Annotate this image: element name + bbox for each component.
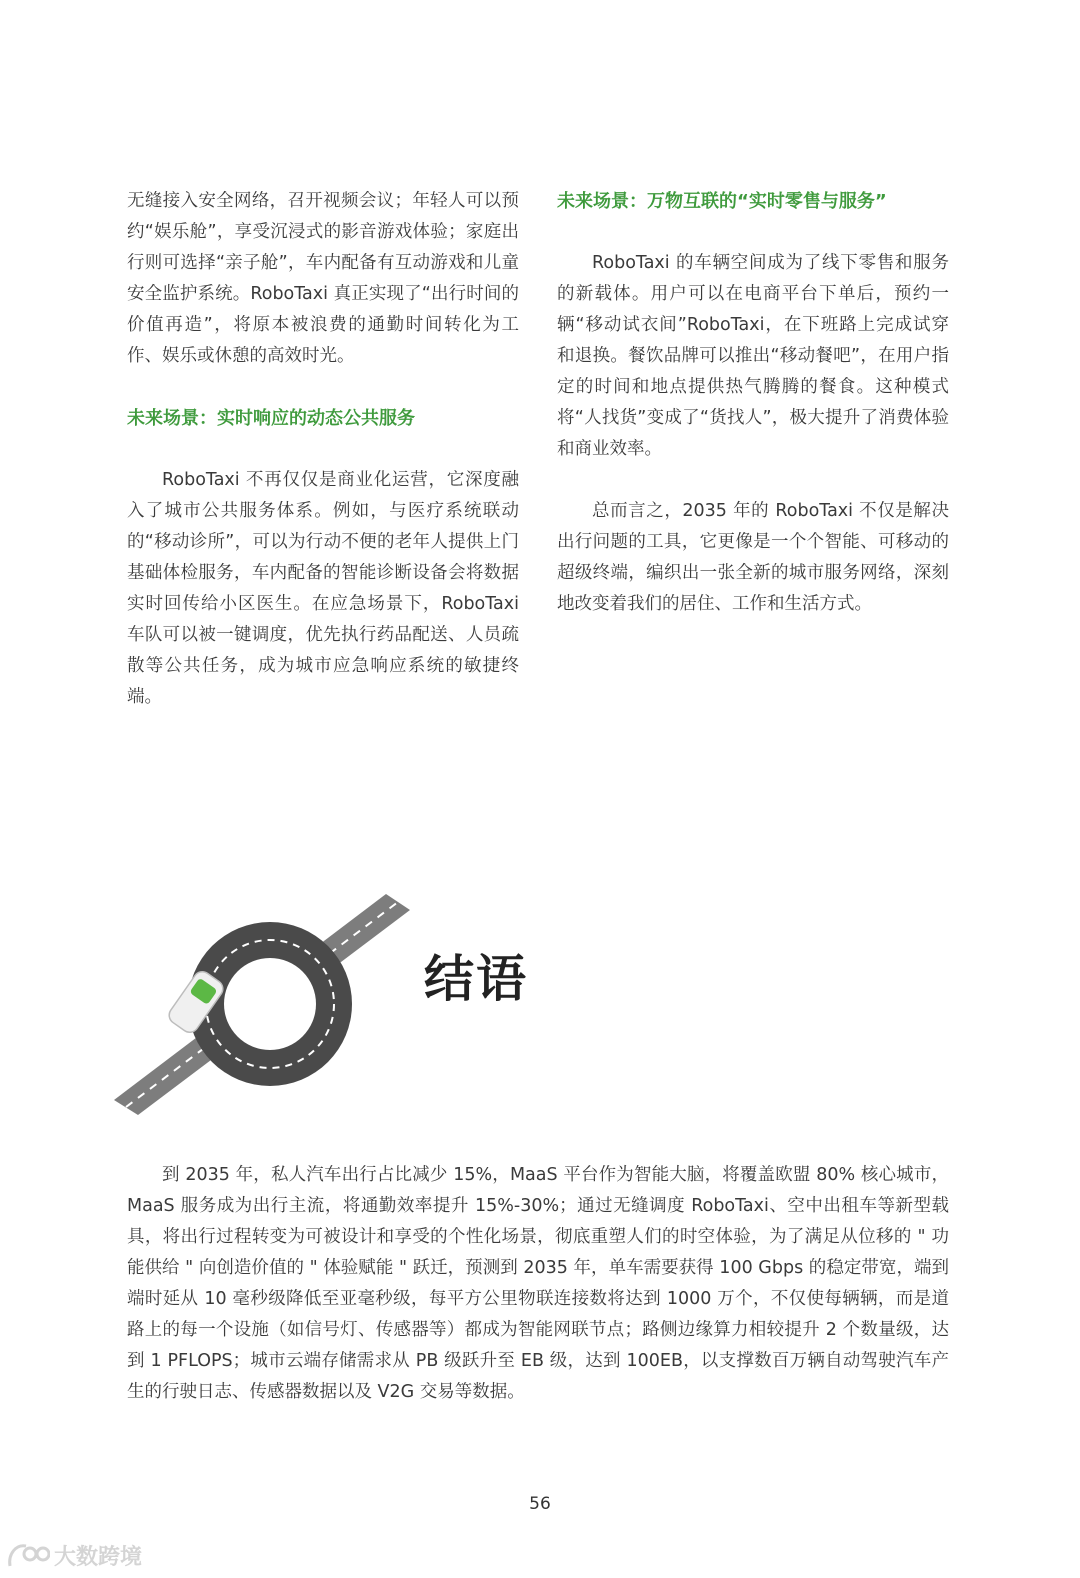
watermark-logo-icon <box>6 1540 50 1570</box>
left-paragraph-2: RoboTaxi 不再仅仅是商业化运营，它深度融入了城市公共服务体系。例如，与医疗系统联动的“移动诊所”，可以为行动不便的老年人提供上门基础体检服务，车内配备的智能诊断设备会将数据实时回传给小区医生。在应急场景下，RoboTaxi 车队可以被一键调度，优先执行药品配送、人员疏散等公共任务，成为城市应急响应系统的敏捷终端。 <box>127 470 525 707</box>
left-paragraph-1: 无缝接入安全网络，召开视频会议；年轻人可以预约“娱乐舱”，享受沉浸式的影音游戏体验；家庭出行则可选择“亲子舱”，车内配备有互动游戏和儿童安全监护系统。RoboTaxi 真正实现了“出行时间的价值再造”，将原本被浪费的通勤时间转化为工作、娱乐或休憩的高效时光。 <box>127 191 519 366</box>
section-title: 结语 <box>424 950 528 1008</box>
right-column <box>557 186 949 620</box>
road-loop-car-icon <box>110 890 410 1120</box>
watermark-text: 大数跨境 <box>54 1544 143 1570</box>
watermark <box>6 1535 142 1575</box>
page-number: 56 <box>529 1494 551 1514</box>
left-column <box>127 186 525 713</box>
conclusion-paragraph: 到 2035 年，私人汽车出行占比减少 15%，MaaS 平台作为智能大脑，将覆盖欧盟 80% 核心城市，MaaS 服务成为出行主流，将通勤效率提升 15%-30%；通过无缝调度 RoboTaxi、空中出租车等新型载具，将出行过程转变为可被设计和享受的个性化场景，彻底重塑人们的时空体验，为了满足从位移的 " 功能供给 " 向创造价值的 " 体验赋能 " 跃迁，预测到 2035 年，单车需要获得 100 Gbps 的稳定带宽，端到端时延从 10 毫秒级降低至亚毫秒级，每平方公里物联连接数将达到 1000 万个，不仅使每辆辆，而是道路上的每一个设施（如信号灯、传感器等）都成为智能网联节点；路侧边缘算力相较提升 2 个数量级，达到 1 PFLOPS；城市云端存储需求从 PB 级跃升至 EB 级，达到 100EB，以支撑数百万辆自动驾驶汽车产生的行驶日志、传感器数据以及 V2G 交易等数据。 <box>127 1165 949 1402</box>
right-section-heading: 未来场景：万物互联的“实时零售与服务” <box>557 191 887 212</box>
left-section-heading: 未来场景：实时响应的动态公共服务 <box>127 408 415 429</box>
right-paragraph-2: 总而言之，2035 年的 RoboTaxi 不仅是解决出行问题的工具，它更像是一个个智能、可移动的超级终端，编织出一张全新的城市服务网络，深刻地改变着我们的居住、工作和生活方式。 <box>557 501 949 614</box>
right-paragraph-1: RoboTaxi 的车辆空间成为了线下零售和服务的新载体。用户可以在电商平台下单后，预约一辆“移动试衣间”RoboTaxi，在下班路上完成试穿和退换。餐饮品牌可以推出“移动餐吧”，在用户指定的时间和地点提供热气腾腾的餐食。这种模式将“人找货”变成了“货找人”，极大提升了消费体验和商业效率。 <box>557 253 949 459</box>
